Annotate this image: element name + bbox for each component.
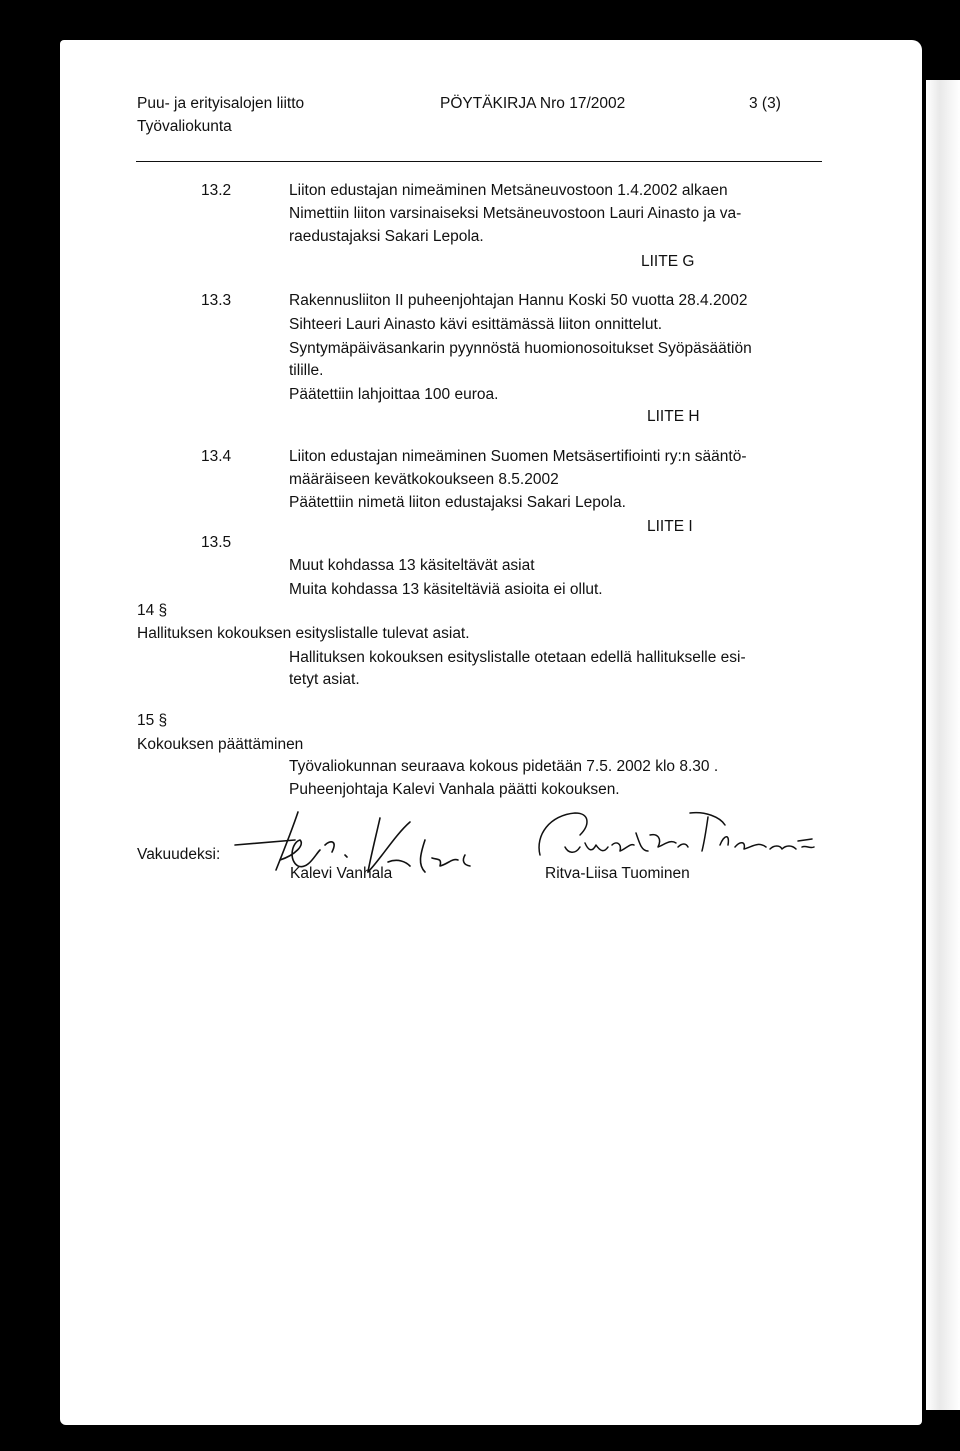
section-line: Hallituksen kokouksen esityslistalle otetaan edellä hallitukselle esi- bbox=[289, 649, 746, 666]
item-line: Liiton edustajan nimeäminen Metsäneuvostoon 1.4.2002 alkaen bbox=[289, 182, 728, 199]
item-line: Syntymäpäiväsankarin pyynnöstä huomionosoitukset Syöpäsäätiön bbox=[289, 340, 752, 357]
item-line: Muut kohdassa 13 käsiteltävät asiat bbox=[289, 557, 535, 574]
item-number: 13.4 bbox=[201, 448, 232, 465]
item-line: Sihteeri Lauri Ainasto kävi esittämässä liiton onnittelut. bbox=[289, 316, 663, 333]
item-line: tilille. bbox=[289, 362, 324, 379]
document-page bbox=[60, 40, 922, 1425]
attachment-label: LIITE H bbox=[647, 408, 700, 425]
item-number: 13.5 bbox=[201, 534, 232, 551]
section-heading: Hallituksen kokouksen esityslistalle tulevat asiat. bbox=[137, 625, 470, 642]
section-line: Puheenjohtaja Kalevi Vanhala päätti kokouksen. bbox=[289, 781, 620, 798]
item-line: Rakennusliiton II puheenjohtajan Hannu Koski 50 vuotta 28.4.2002 bbox=[289, 292, 748, 309]
section-line: tetyt asiat. bbox=[289, 671, 360, 688]
item-line: määräiseen kevätkokoukseen 8.5.2002 bbox=[289, 471, 559, 488]
header-title: PÖYTÄKIRJA Nro 17/2002 bbox=[440, 95, 626, 112]
page-edge-shadow bbox=[926, 80, 960, 1410]
signature-left-name: Kalevi Vanhala bbox=[290, 865, 393, 882]
item-line: raedustajaksi Sakari Lepola. bbox=[289, 228, 484, 245]
header-org: Puu- ja erityisalojen liitto bbox=[137, 95, 305, 112]
header-dept: Työvaliokunta bbox=[137, 118, 232, 135]
signature-right-name: Ritva-Liisa Tuominen bbox=[545, 865, 690, 882]
attachment-label: LIITE G bbox=[641, 253, 695, 270]
header-page-number: 3 (3) bbox=[749, 95, 781, 112]
item-line: Päätettiin lahjoittaa 100 euroa. bbox=[289, 386, 499, 403]
section-line: Työvaliokunnan seuraava kokous pidetään 7.5. 2002 klo 8.30 . bbox=[289, 758, 719, 775]
item-number: 13.2 bbox=[201, 182, 232, 199]
item-line: Liiton edustajan nimeäminen Suomen Metsäsertifiointi ry:n sääntö- bbox=[289, 448, 747, 465]
section-heading: Kokouksen päättäminen bbox=[137, 736, 304, 753]
item-line: Päätettiin nimetä liiton edustajaksi Sakari Lepola. bbox=[289, 494, 626, 511]
item-line: Nimettiin liiton varsinaiseksi Metsäneuvostoon Lauri Ainasto ja va- bbox=[289, 205, 742, 222]
section-number: 15 § bbox=[137, 712, 168, 729]
header-rule bbox=[136, 161, 822, 162]
item-number: 13.3 bbox=[201, 292, 232, 309]
attachment-label: LIITE I bbox=[647, 518, 693, 535]
item-line: Muita kohdassa 13 käsiteltäviä asioita ei ollut. bbox=[289, 581, 603, 598]
section-number: 14 § bbox=[137, 602, 168, 619]
signature-label: Vakuudeksi: bbox=[137, 846, 221, 863]
